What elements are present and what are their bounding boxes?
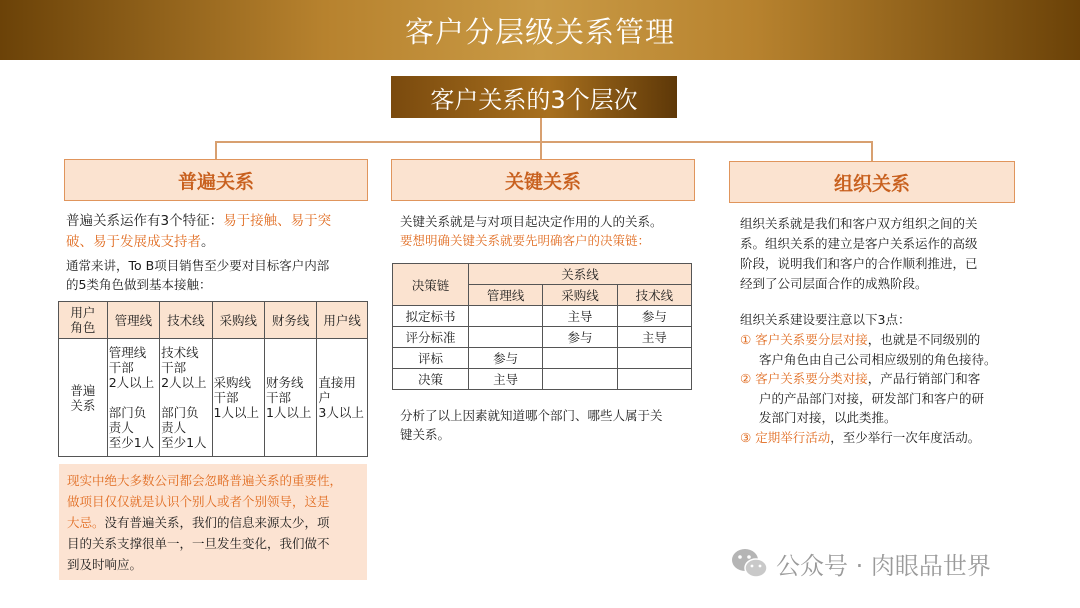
header-bar <box>0 0 1080 60</box>
table-cell <box>543 348 617 369</box>
table-row-label: 决策 <box>393 369 469 390</box>
section-key-title: 关键关系 <box>504 170 581 193</box>
general-roles-table <box>58 301 368 457</box>
list-item: ③ 定期举行活动，至少举行一次年度活动。 <box>740 429 981 445</box>
table-header-cell: 技术线 <box>617 285 691 306</box>
table-header-cell: 财务线 <box>264 302 316 339</box>
table-header-cell: 用户线 <box>317 302 368 339</box>
table-row-label: 评分标准 <box>393 327 469 348</box>
table-header-cell: 采购线 <box>212 302 264 339</box>
table-cell <box>543 369 617 390</box>
table-cell: 技术线 干部 2人以上 部门负 责人 至少1人 <box>160 339 212 457</box>
table-cell <box>469 327 543 348</box>
table-row <box>393 348 692 369</box>
decision-chain-table <box>392 263 692 390</box>
key-intro: 关键关系就是与对项目起决定作用的人的关系。 要想明确关键关系就要先明确客户的决策链： <box>400 214 663 248</box>
table-row-label: 评标 <box>393 348 469 369</box>
table-row <box>393 327 692 348</box>
org-list <box>740 330 1040 447</box>
key-analysis: 分析了以上因素就知道哪个部门、哪些人属于关 键关系。 <box>400 408 663 442</box>
table-row-label: 普遍 关系 <box>59 339 108 457</box>
table-cell: 参与 <box>469 348 543 369</box>
section-org-title: 组织关系 <box>833 172 910 195</box>
table-corner-cell: 决策链 <box>393 264 469 306</box>
connector-left <box>215 141 217 159</box>
connector-right <box>871 141 873 161</box>
watermark <box>730 546 991 581</box>
table-cell: 主导 <box>543 306 617 327</box>
center-title-box <box>391 76 677 118</box>
general-warning-note: 现实中绝大多数公司都会忽略普遍关系的重要性， 做项目仅仅就是认识个别人或者个别领导，这是 大忌。没有普遍关系，我们的信息来源太少，项 目的关系支撑很单一，一旦发生变化，我们做不 到及时响应。 <box>59 464 367 580</box>
center-title: 客户关系的3个层次 <box>430 85 638 114</box>
table-cell: 直接用 户 3人以上 <box>317 339 368 457</box>
table-cell: 管理线 干部 2人以上 部门负 责人 至少1人 <box>107 339 159 457</box>
table-cell: 参与 <box>543 327 617 348</box>
table-header-row <box>393 264 692 285</box>
table-header-cell: 采购线 <box>543 285 617 306</box>
table-cell <box>617 369 691 390</box>
watermark-text: 公众号 · 肉眼品世界 <box>776 552 991 580</box>
section-general-title: 普遍关系 <box>177 170 254 193</box>
table-cell: 主导 <box>617 327 691 348</box>
general-paragraph-2: 通常来讲，To B项目销售至少要对目标客户内部 的5类角色做到基本接触： <box>66 258 330 292</box>
table-row-label: 拟定标书 <box>393 306 469 327</box>
table-row <box>59 339 368 457</box>
table-row <box>393 306 692 327</box>
list-item: ② 客户关系要分类对接，产品行销部门和客 户的产品部门对接，研发部门和客户的研 发部门对接，以此类推。 <box>740 371 985 425</box>
connector-top <box>540 118 542 142</box>
table-header-cell: 管理线 <box>107 302 159 339</box>
table-cell <box>617 348 691 369</box>
general-paragraph-1: 普遍关系运作有3个特征：易于接触、易于突 破、易于发展成支持者。 <box>66 213 332 250</box>
list-item: ① 客户关系要分层对接，也就是不同级别的 客户角色由自己公司相应级别的角色接待。 <box>740 332 997 367</box>
table-cell: 财务线 干部 1人以上 <box>264 339 316 457</box>
table-cell: 参与 <box>617 306 691 327</box>
connector-middle <box>540 141 542 159</box>
section-key-box <box>391 159 695 201</box>
page-title: 客户分层级关系管理 <box>404 14 675 49</box>
section-org-box <box>729 161 1015 203</box>
org-paragraph-1: 组织关系就是我们和客户双方组织之间的关 系。组织关系的建立是客户关系运作的高级 阶段，说明我们和客户的合作顺利推进，已 经到了公司层面合作的成熟阶段。 <box>740 216 978 291</box>
table-header-cell: 管理线 <box>469 285 543 306</box>
table-header-row <box>59 302 368 339</box>
wechat-icon <box>730 547 770 581</box>
table-header-cell: 技术线 <box>160 302 212 339</box>
table-cell: 采购线 干部 1人以上 <box>212 339 264 457</box>
table-header-cell: 用户 角色 <box>59 302 108 339</box>
org-paragraph-2: 组织关系建设要注意以下3点： <box>740 312 911 327</box>
connector-horizontal <box>215 141 873 143</box>
table-group-header: 关系线 <box>469 264 692 285</box>
section-general-box <box>64 159 368 201</box>
table-row <box>393 369 692 390</box>
table-cell: 主导 <box>469 369 543 390</box>
general-features-highlight: 易于接触、易于突 <box>223 213 332 229</box>
table-cell <box>469 306 543 327</box>
